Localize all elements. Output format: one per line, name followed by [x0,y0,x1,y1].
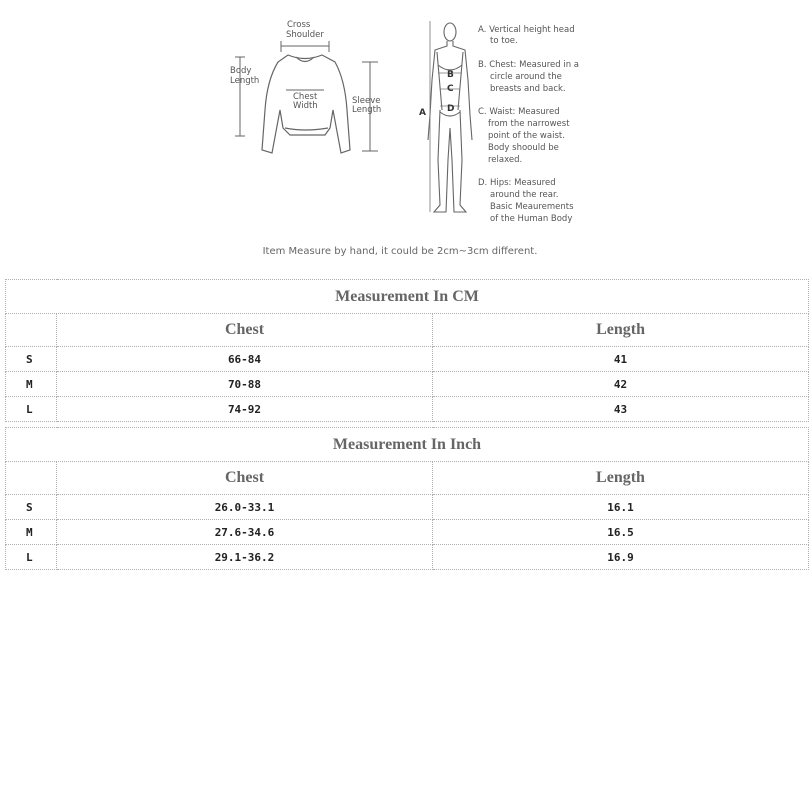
length-value: 16.5 [433,520,809,545]
legend-c-line-1: C. Waist: Measured [478,107,560,117]
chest-value: 66-84 [57,347,433,372]
measurement-diagram [0,0,810,240]
length-value: 16.9 [433,545,809,570]
legend-d-line-1: D. Hips: Measured [478,178,556,188]
legend-c-line-3: point of the waist. [488,131,565,141]
sleeve-length-label-2: Length [352,105,382,115]
size-table-inch [5,427,809,570]
size-table-cm [5,279,809,422]
header-chest: Chest [57,314,433,347]
cross-shoulder-arrow [281,41,329,52]
legend-a-line-1: A. Vertical height head [478,25,575,35]
table-row [6,520,809,545]
size-label: M [6,520,57,545]
size-label: S [6,495,57,520]
chest-width-label-1: Chest [293,92,318,102]
length-value: 41 [433,347,809,372]
length-value: 42 [433,372,809,397]
cross-shoulder-label-2: Shoulder [286,30,324,40]
size-label: L [6,545,57,570]
legend-c-line-5: relaxed. [488,155,523,165]
legend-d-line-2: around the rear. [490,190,559,200]
table-title: Measurement In Inch [6,428,809,462]
table-row [6,545,809,570]
table-row [6,347,809,372]
header-length: Length [433,462,809,495]
header-chest: Chest [57,462,433,495]
marker-b: B [447,70,454,80]
marker-c: C [447,84,454,94]
legend-d-line-4: of the Human Body [490,214,573,224]
table-row [6,495,809,520]
legend-c-line-4: Body shoould be [488,143,559,153]
legend-b-line-2: circle around the [490,72,562,82]
cross-shoulder-label-1: Cross [287,20,311,30]
table-title: Measurement In CM [6,280,809,314]
header-size [6,462,57,495]
sleeve-length-label-1: Sleeve [352,96,381,106]
marker-d: D [447,104,455,114]
length-value: 16.1 [433,495,809,520]
chest-width-label-2: Width [293,101,318,111]
chest-value: 27.6-34.6 [57,520,433,545]
measure-note: Item Measure by hand, it could be 2cm~3cm different. [262,246,538,257]
legend-b-line-1: B. Chest: Measured in a [478,60,579,70]
body-length-label-2: Length [230,76,260,86]
table-row [6,397,809,422]
body-length-label-1: Body [230,66,252,76]
chest-value: 70-88 [57,372,433,397]
chest-value: 26.0-33.1 [57,495,433,520]
measurement-legend [478,25,579,224]
table-row [6,372,809,397]
size-label: S [6,347,57,372]
legend-a-line-2: to toe. [490,36,518,46]
length-value: 43 [433,397,809,422]
size-label: L [6,397,57,422]
header-length: Length [433,314,809,347]
legend-d-line-3: Basic Meaurements [490,202,574,212]
header-size [6,314,57,347]
legend-b-line-3: breasts and back. [490,84,566,94]
marker-a: A [419,108,426,118]
legend-c-line-2: from the narrowest [488,119,570,129]
size-label: M [6,372,57,397]
chest-value: 29.1-36.2 [57,545,433,570]
human-figure-illustration [428,23,472,212]
chest-value: 74-92 [57,397,433,422]
